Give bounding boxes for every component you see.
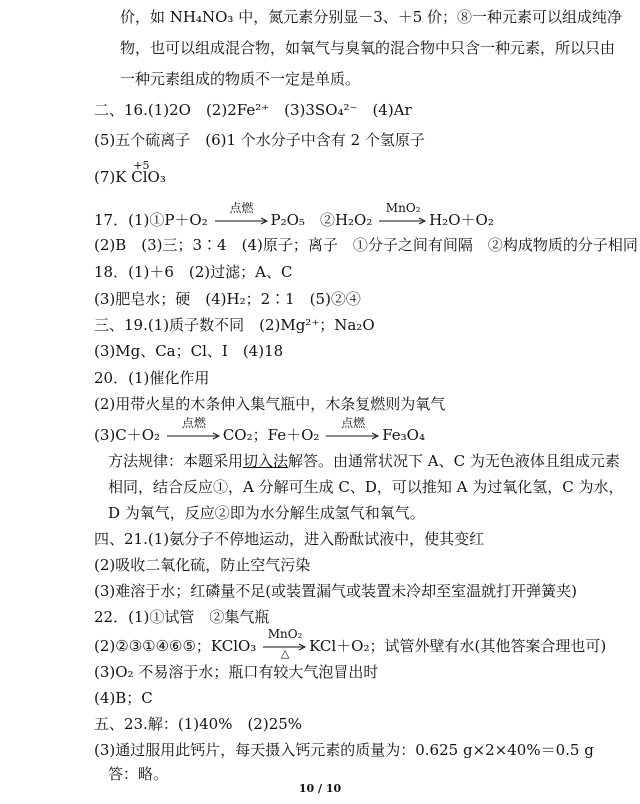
answer-20-3 bbox=[94, 416, 425, 446]
answer-22-3: (3)O₂ 不易溶于水；瓶口有较大气泡冒出时 bbox=[94, 663, 379, 681]
answer-20-2: (2)用带火星的木条伸入集气瓶中，木条复燃则为氧气 bbox=[94, 395, 446, 413]
text-line: 价，如 NH₄NO₃ 中，氮元素分别显－3、＋5 价；⑧一种元素可以组成纯净 bbox=[120, 8, 623, 26]
equation-left: 17．(1)①P＋O₂ bbox=[94, 211, 208, 229]
reaction-condition: 点燃 bbox=[341, 416, 366, 430]
answer-19: 三、19.(1)质子数不同 (2)Mg²⁺；Na₂O bbox=[94, 316, 375, 334]
reaction-condition: 点燃 bbox=[181, 416, 206, 430]
element-symbol: Cl bbox=[131, 168, 148, 186]
text-line: 一种元素组成的物质不一定是单质。 bbox=[120, 70, 361, 88]
method-note: 相同，结合反应①，A 分解可生成 C、D，可以推知 A 为过氧化氢，C 为水， bbox=[108, 478, 624, 496]
answer-21-3: (3)难溶于水；红磷量不足(或装置漏气或装置未冷却至室温就打开弹簧夹) bbox=[94, 582, 577, 600]
arrow-icon bbox=[215, 217, 269, 225]
answer-conclusion: 答：略。 bbox=[108, 765, 169, 783]
arrow-icon bbox=[326, 432, 380, 440]
equation-right: H₂O＋O₂ bbox=[429, 211, 494, 229]
method-keyword: 切入法 bbox=[243, 452, 289, 470]
answer-18-cont: (3)肥皂水；硬 (4)H₂；2∶1 (5)②④ bbox=[94, 290, 361, 308]
answer-21-2: (2)吸收二氧化硫，防止空气污染 bbox=[94, 556, 311, 574]
formula-part: (7)K bbox=[94, 168, 127, 186]
answer-16: 二、16.(1)2O (2)2Fe²⁺ (3)3SO₄²⁻ (4)Ar bbox=[94, 101, 412, 119]
answer-21: 四、21.(1)氨分子不停地运动，进入酚酞试液中，使其变红 bbox=[94, 530, 485, 548]
valence-mark: +5 bbox=[133, 159, 150, 172]
answer-22-2 bbox=[94, 627, 607, 660]
answer-17 bbox=[94, 201, 494, 231]
equation-middle: P₂O₅ ②H₂O₂ bbox=[270, 211, 373, 229]
answer-20: 20．(1)催化作用 bbox=[94, 369, 210, 387]
page-number: 10 / 10 bbox=[298, 782, 342, 795]
heat-symbol: △ bbox=[280, 647, 290, 660]
valence-element bbox=[131, 159, 150, 187]
equation-left: (3)C＋O₂ bbox=[94, 426, 161, 444]
reaction-arrow bbox=[263, 627, 307, 660]
reaction-condition: MnO₂ bbox=[385, 201, 421, 215]
formula-part: O₃ bbox=[147, 168, 166, 186]
reaction-condition: MnO₂ bbox=[267, 627, 303, 641]
answer-22-4: (4)B；C bbox=[94, 689, 153, 707]
method-text: 解答。由通常状况下 A、C 为无色液体且组成元素 bbox=[288, 452, 620, 470]
text-line: 物，也可以组成混合物，如氧气与臭氧的混合物中只含一种元素，所以只由 bbox=[120, 39, 616, 57]
equation-right: Fe₃O₄ bbox=[382, 426, 425, 444]
reaction-condition: 点燃 bbox=[229, 201, 254, 215]
arrow-icon bbox=[379, 217, 427, 225]
equation-middle: CO₂；Fe＋O₂ bbox=[222, 426, 320, 444]
answer-23: 五、23.解：(1)40% (2)25% bbox=[94, 715, 303, 733]
answer-16-cont: (5)五个硫离子 (6)1 个水分子中含有 2 个氢原子 bbox=[94, 131, 425, 149]
answer-18: 18．(1)＋6 (2)过滤；A、C bbox=[94, 263, 293, 281]
method-note: D 为氧气，反应②即为水分解生成氢气和氧气。 bbox=[108, 504, 425, 522]
reaction-arrow bbox=[326, 416, 380, 446]
reaction-arrow bbox=[167, 416, 221, 446]
answer-16-7 bbox=[94, 159, 166, 187]
arrow-icon bbox=[167, 432, 221, 440]
answer-19-cont: (3)Mg、Ca；Cl、I (4)18 bbox=[94, 342, 284, 360]
equation-left: (2)②③①④⑥⑤；KClO₃ bbox=[94, 637, 257, 655]
reaction-arrow bbox=[379, 201, 427, 231]
answer-22: 22．(1)①试管 ②集气瓶 bbox=[94, 608, 270, 626]
reaction-arrow bbox=[215, 201, 269, 231]
equation-right: KCl＋O₂；试管外壁有水(其他答案合理也可) bbox=[309, 637, 607, 655]
method-text: 方法规律：本题采用 bbox=[108, 452, 244, 470]
method-note bbox=[108, 451, 620, 471]
answer-23-3: (3)通过服用此钙片，每天摄入钙元素的质量为：0.625 g×2×40%＝0.5 g bbox=[94, 741, 594, 759]
answer-17-cont: (2)B (3)三；3∶4 (4)原子；离子 ①分子之间有间隔 ②构成物质的分子相同 bbox=[94, 236, 638, 254]
